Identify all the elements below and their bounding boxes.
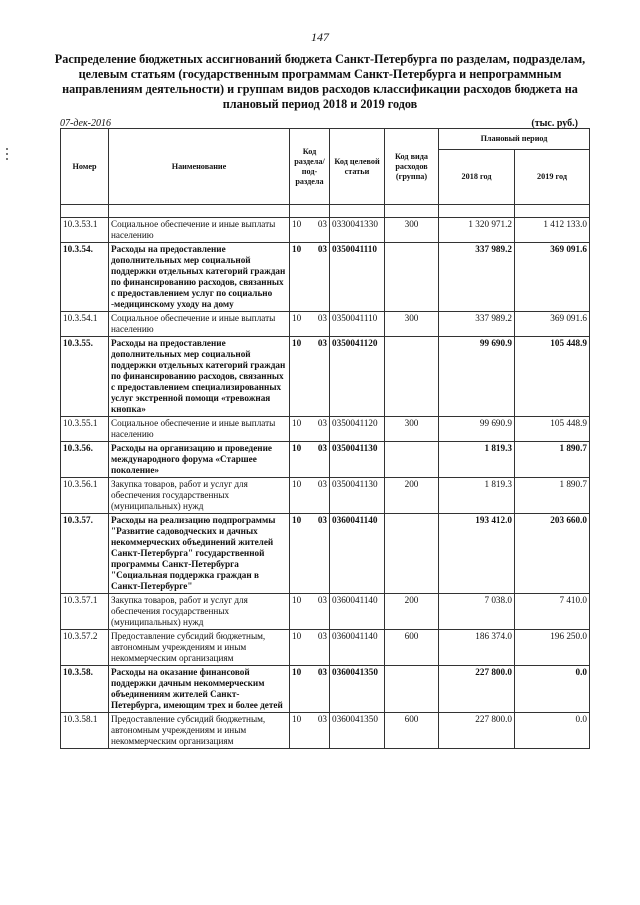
document-date: 07-дек-2016 (60, 118, 111, 129)
row-value-2019: 203 660.0 (515, 514, 590, 594)
table-header-row (61, 129, 590, 150)
row-number: 10.3.57.2 (61, 630, 109, 666)
table-row (61, 218, 590, 243)
row-value-2018: 99 690.9 (439, 337, 515, 417)
row-value-2018: 1 320 971.2 (439, 218, 515, 243)
row-section-code (290, 478, 330, 514)
row-expense-type-code: 600 (385, 630, 439, 666)
scan-mark (6, 158, 8, 160)
scan-mark (6, 148, 8, 150)
row-number: 10.3.57.1 (61, 594, 109, 630)
row-expense-type-code (385, 514, 439, 594)
row-value-2018: 337 989.2 (439, 312, 515, 337)
row-value-2019: 105 448.9 (515, 417, 590, 442)
section-code: 10 (292, 219, 302, 229)
row-value-2019: 196 250.0 (515, 630, 590, 666)
row-section-code (290, 514, 330, 594)
header-year-2019: 2019 год (515, 150, 590, 205)
subsection-code: 03 (317, 219, 327, 229)
section-code: 10 (292, 595, 302, 605)
header-name: Наименование (109, 129, 290, 205)
row-name: Закупка товаров, работ и услуг для обеспечения государственных (муниципальных) нужд (109, 594, 290, 630)
row-value-2019: 1 890.7 (515, 478, 590, 514)
table-row (61, 666, 590, 713)
table-spacer-row (61, 205, 590, 218)
section-code: 10 (292, 714, 302, 724)
subsection-code: 03 (317, 667, 327, 677)
row-value-2019: 1 412 133.0 (515, 218, 590, 243)
row-value-2018: 1 819.3 (439, 442, 515, 478)
row-value-2019: 7 410.0 (515, 594, 590, 630)
section-code: 10 (292, 443, 302, 453)
row-expense-type-code: 200 (385, 478, 439, 514)
section-code: 10 (292, 313, 302, 323)
subsection-code: 03 (317, 631, 327, 641)
row-number: 10.3.54.1 (61, 312, 109, 337)
row-number: 10.3.56.1 (61, 478, 109, 514)
table-row (61, 337, 590, 417)
row-value-2018: 227 800.0 (439, 666, 515, 713)
row-section-code (290, 713, 330, 749)
table-row (61, 312, 590, 337)
row-section-code (290, 442, 330, 478)
row-number: 10.3.53.1 (61, 218, 109, 243)
row-name: Расходы на предоставление дополнительных мер социальной поддержки отдельных категорий граждан по финансированию расходов, связанных с предоставлением услуг по социально -медицинскому уходу на дому (109, 243, 290, 312)
row-value-2019: 105 448.9 (515, 337, 590, 417)
row-name: Расходы на организацию и проведение международного форума «Старшее поколение» (109, 442, 290, 478)
row-target-code: 0360041140 (330, 630, 385, 666)
row-expense-type-code: 200 (385, 594, 439, 630)
table-row (61, 417, 590, 442)
row-target-code: 0350041130 (330, 442, 385, 478)
subsection-code: 03 (317, 244, 327, 254)
table-row (61, 713, 590, 749)
row-expense-type-code: 300 (385, 218, 439, 243)
document-title: Распределение бюджетных ассигнований бюджета Санкт-Петербурга по разделам, подразделам, целевым статьям (государственным программам Санкт-Петербурга и непрограммным направлениям деятельности) и группам видов расходов классификации расходов бюджета на плановый период 2018 и 2019 годов (54, 52, 586, 111)
row-name: Социальное обеспечение и иные выплаты населению (109, 218, 290, 243)
row-number: 10.3.57. (61, 514, 109, 594)
row-section-code (290, 666, 330, 713)
row-number: 10.3.55.1 (61, 417, 109, 442)
row-value-2018: 227 800.0 (439, 713, 515, 749)
row-value-2018: 186 374.0 (439, 630, 515, 666)
header-expense-type-code: Код вида расходов (группа) (385, 129, 439, 205)
section-code: 10 (292, 479, 302, 489)
row-target-code: 0360041350 (330, 713, 385, 749)
row-expense-type-code: 600 (385, 713, 439, 749)
row-number: 10.3.58.1 (61, 713, 109, 749)
table-body (61, 218, 590, 749)
subsection-code: 03 (317, 338, 327, 348)
row-section-code (290, 312, 330, 337)
row-section-code (290, 630, 330, 666)
row-value-2019: 369 091.6 (515, 312, 590, 337)
row-number: 10.3.56. (61, 442, 109, 478)
table-row (61, 514, 590, 594)
table-row (61, 630, 590, 666)
row-value-2019: 1 890.7 (515, 442, 590, 478)
row-expense-type-code: 300 (385, 417, 439, 442)
subsection-code: 03 (317, 418, 327, 428)
section-code: 10 (292, 338, 302, 348)
row-name: Расходы на предоставление дополнительных мер социальной поддержки отдельных категорий граждан по финансированию расходов, связанных с предоставлением специализированных услуг экстренной помощи «тревожная кнопка» (109, 337, 290, 417)
row-section-code (290, 594, 330, 630)
subsection-code: 03 (317, 443, 327, 453)
row-expense-type-code (385, 442, 439, 478)
budget-table (60, 128, 590, 749)
row-name: Предоставление субсидий бюджетным, автономным учреждениям и иным некоммерческим организациям (109, 630, 290, 666)
row-target-code: 0350041110 (330, 312, 385, 337)
row-target-code: 0360041140 (330, 594, 385, 630)
table-row (61, 442, 590, 478)
row-target-code: 0350041120 (330, 417, 385, 442)
subsection-code: 03 (317, 515, 327, 525)
row-target-code: 0350041110 (330, 243, 385, 312)
section-code: 10 (292, 667, 302, 677)
row-target-code: 0360041350 (330, 666, 385, 713)
row-name: Предоставление субсидий бюджетным, автономным учреждениям и иным некоммерческим организациям (109, 713, 290, 749)
subsection-code: 03 (317, 479, 327, 489)
row-name: Расходы на оказание финансовой поддержки дачным некоммерческим объединениям жителей Санкт-Петербурга, имеющим трех и более детей (109, 666, 290, 713)
header-number: Номер (61, 129, 109, 205)
scan-mark (6, 153, 8, 155)
row-value-2019: 0.0 (515, 713, 590, 749)
section-code: 10 (292, 515, 302, 525)
row-section-code (290, 417, 330, 442)
row-target-code: 0330041330 (330, 218, 385, 243)
subsection-code: 03 (317, 313, 327, 323)
row-name: Закупка товаров, работ и услуг для обеспечения государственных (муниципальных) нужд (109, 478, 290, 514)
table-row (61, 478, 590, 514)
row-value-2019: 369 091.6 (515, 243, 590, 312)
row-value-2018: 99 690.9 (439, 417, 515, 442)
header-section-code: Код раздела/ под- раздела (290, 129, 330, 205)
row-section-code (290, 243, 330, 312)
row-section-code (290, 218, 330, 243)
section-code: 10 (292, 418, 302, 428)
row-target-code: 0350041120 (330, 337, 385, 417)
header-plan-period: Плановый период (439, 129, 590, 150)
row-name: Социальное обеспечение и иные выплаты населению (109, 417, 290, 442)
header-target-code: Код целевой статьи (330, 129, 385, 205)
section-code: 10 (292, 631, 302, 641)
row-expense-type-code (385, 337, 439, 417)
row-target-code: 0350041130 (330, 478, 385, 514)
row-value-2019: 0.0 (515, 666, 590, 713)
row-expense-type-code (385, 666, 439, 713)
row-number: 10.3.54. (61, 243, 109, 312)
page-number: 147 (311, 30, 329, 44)
subsection-code: 03 (317, 595, 327, 605)
table-row (61, 243, 590, 312)
row-expense-type-code (385, 243, 439, 312)
row-number: 10.3.55. (61, 337, 109, 417)
subsection-code: 03 (317, 714, 327, 724)
row-number: 10.3.58. (61, 666, 109, 713)
row-section-code (290, 337, 330, 417)
header-year-2018: 2018 год (439, 150, 515, 205)
table-row (61, 594, 590, 630)
row-expense-type-code: 300 (385, 312, 439, 337)
units-label: (тыс. руб.) (531, 118, 578, 129)
row-value-2018: 193 412.0 (439, 514, 515, 594)
row-value-2018: 337 989.2 (439, 243, 515, 312)
row-name: Расходы на реализацию подпрограммы "Развитие садоводческих и дачных некоммерческих объединений жителей Санкт-Петербурга" государственной программы Санкт-Петербурга "Социальная поддержка граждан в Санкт-Петербурге" (109, 514, 290, 594)
row-value-2018: 1 819.3 (439, 478, 515, 514)
row-name: Социальное обеспечение и иные выплаты населению (109, 312, 290, 337)
row-target-code: 0360041140 (330, 514, 385, 594)
row-value-2018: 7 038.0 (439, 594, 515, 630)
section-code: 10 (292, 244, 302, 254)
